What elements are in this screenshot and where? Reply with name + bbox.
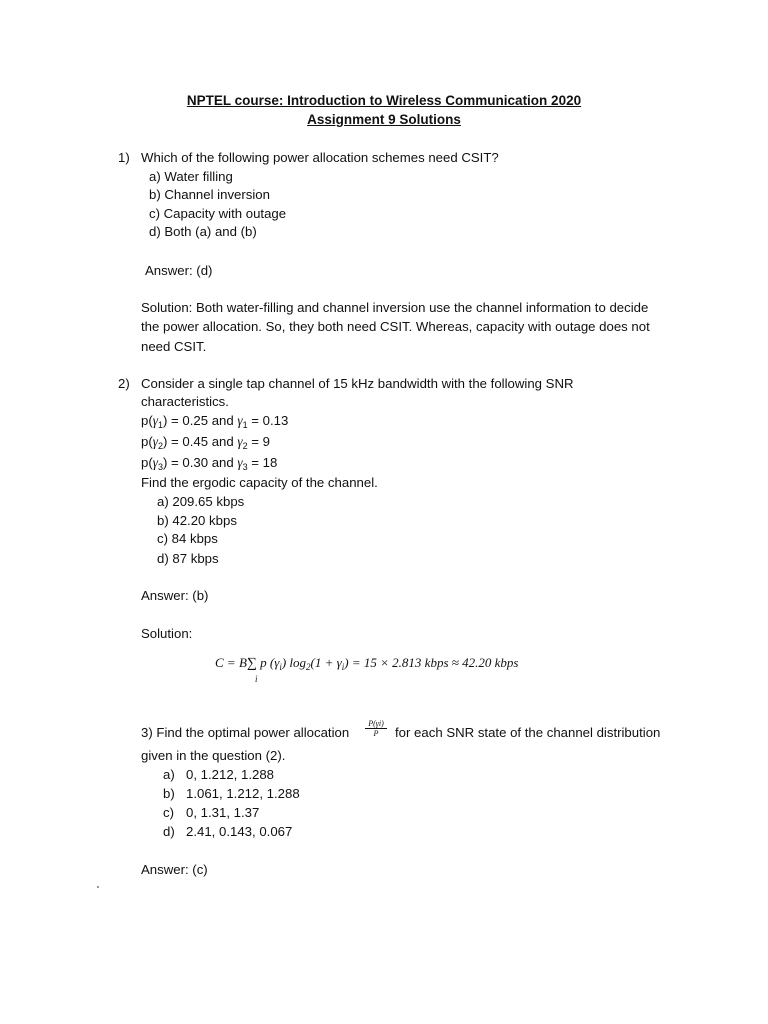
q3-option-d-value: 2.41, 0.143, 0.067 (186, 824, 293, 839)
q3-option-a-label: a) (163, 767, 175, 782)
q2-question-line: characteristics. (141, 394, 229, 409)
q1-option-d: d) Both (a) and (b) (149, 224, 257, 239)
stray-dot (97, 886, 99, 888)
q1-option-b: b) Channel inversion (149, 187, 270, 202)
q2-snr-row-1: $p(\gamma_1) = 0.25$ and $\gamma_1 = 0.13$ (141, 413, 289, 430)
sum-index: i (255, 674, 258, 684)
q1-solution-line: the power allocation. So, they both need CSIT. Whereas, capacity with outage does not (141, 319, 650, 334)
capacity-formula: C = B∑ p $(\gamma_i) \log_2(1 + \gamma_i) = 15 \times 2.813$ kbps ≈ 42.20 kbps (215, 655, 519, 672)
q3-answer: Answer: (c) (141, 862, 208, 877)
q3-option-b-label: b) (163, 786, 175, 801)
q3-option-a-value: 0, 1.212, 1.288 (186, 767, 274, 782)
q3-option-c-label: c) (163, 805, 174, 820)
q1-question: Which of the following power allocation schemes need CSIT? (141, 150, 499, 165)
q2-option-c: c) 84 kbps (157, 531, 218, 546)
q3-question-start: 3) Find the optimal power allocation (141, 725, 350, 740)
q2-number: 2) (118, 376, 130, 391)
q2-question-line: Consider a single tap channel of 15 kHz bandwidth with the following SNR (141, 376, 574, 391)
q3-question-end: for each SNR state of the channel distribution (395, 725, 661, 740)
q3-option-d-label: d) (163, 824, 175, 839)
q2-snr-row-2: $p(\gamma_2) = 0.45$ and $\gamma_2 = 9$ (141, 434, 270, 451)
q3-option-c-value: 0, 1.31, 1.37 (186, 805, 260, 820)
q1-number: 1) (118, 150, 130, 165)
q3-question-line2: given in the question (2). (141, 748, 286, 763)
q2-option-b: b) 42.20 kbps (157, 513, 237, 528)
power-ratio-fraction: $\frac{P(\gamma i)}{P}$ (365, 719, 387, 738)
q2-answer: Answer: (b) (141, 588, 209, 603)
q1-answer: Answer: (d) (145, 263, 213, 278)
q1-option-a: a) Water filling (149, 169, 233, 184)
q1-solution-line: Solution: Both water-filling and channel inversion use the channel information to decide (141, 300, 649, 315)
q3-option-b-value: 1.061, 1.212, 1.288 (186, 786, 300, 801)
document-subtitle: Assignment 9 Solutions (307, 112, 461, 127)
q2-find: Find the ergodic capacity of the channel. (141, 475, 378, 490)
q2-solution-label: Solution: (141, 626, 193, 641)
q2-option-d: d) 87 kbps (157, 551, 219, 566)
q2-snr-row-3: $p(\gamma_3) = 0.30$ and $\gamma_3 = 18$ (141, 455, 278, 472)
document-title: NPTEL course: Introduction to Wireless Communication 2020 (186, 93, 582, 108)
q1-solution-line: need CSIT. (141, 339, 207, 354)
q2-option-a: a) 209.65 kbps (157, 494, 245, 509)
q1-option-c: c) Capacity with outage (149, 206, 287, 221)
